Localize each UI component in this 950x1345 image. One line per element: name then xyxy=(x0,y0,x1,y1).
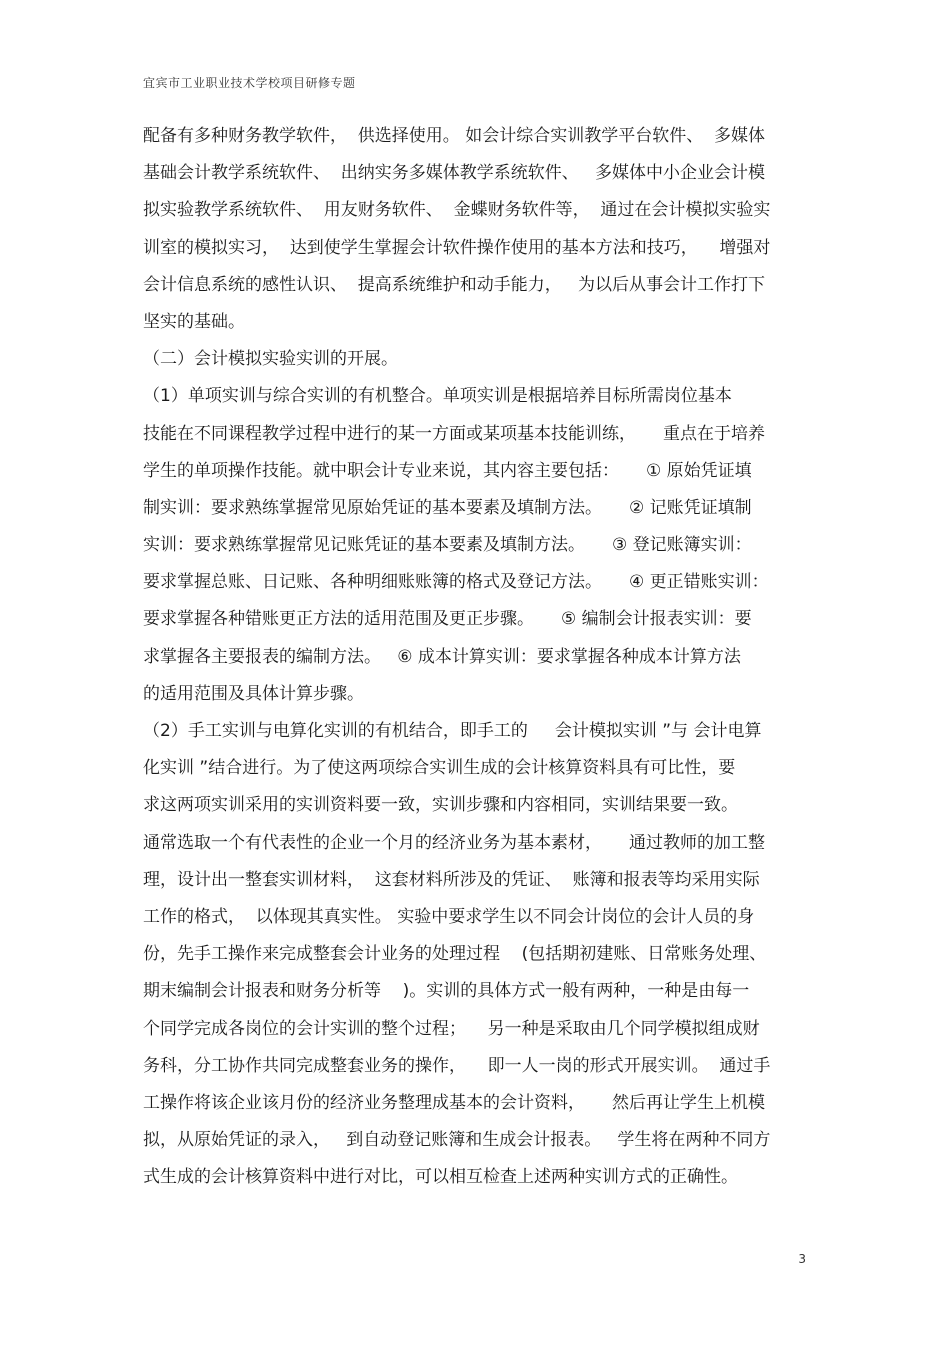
text-line: 的适用范围及具体计算步骤。 xyxy=(143,683,364,704)
text-line: 实训：要求熟练掌握常见记账凭证的基本要素及填制方法。 ③ 登记账簿实训： xyxy=(143,535,752,556)
text-line: 求这两项实训采用的实训资料要一致，实训步骤和内容相同，实训结果要一致。 xyxy=(143,795,738,816)
page-number: 3 xyxy=(798,1252,806,1266)
text-line: 通常选取一个有代表性的企业一个月的经济业务为基本素材， 通过教师的加工整 xyxy=(143,832,766,853)
text-line: 拟，从原始凭证的录入， 到自动登记账簿和生成会计报表。 学生将在两种不同方 xyxy=(143,1130,771,1151)
text-line: 求掌握各主要报表的编制方法。 ⑥ 成本计算实训：要求掌握各种成本计算方法 xyxy=(143,646,741,667)
text-line: 训室的模拟实习， 达到使学生掌握会计软件操作使用的基本方法和技巧， 增强对 xyxy=(143,237,771,258)
text-line: 工作的格式， 以体现其真实性。 实验中要求学生以不同会计岗位的会计人员的身 xyxy=(143,906,755,927)
page-header: 宜宾市工业职业技术学校项目研修专题 xyxy=(143,76,356,90)
text-line: 工操作将该企业该月份的经济业务整理成基本的会计资料， 然后再让学生上机模 xyxy=(143,1092,766,1113)
text-line: 务科，分工协作共同完成整套业务的操作， 即一人一岗的形式开展实训。 通过手 xyxy=(143,1055,771,1076)
text-line: 式生成的会计核算资料中进行对比，可以相互检查上述两种实训方式的正确性。 xyxy=(143,1167,738,1188)
text-line: 学生的单项操作技能。就中职会计专业来说，其内容主要包括： ① 原始凭证填 xyxy=(143,460,752,481)
text-line: （2）手工实训与电算化实训的有机结合，即手工的 会计模拟实训 ”与 会计电算 xyxy=(143,721,762,741)
text-line: 化实训 ”结合进行。为了使这两项综合实训生成的会计核算资料具有可比性，要 xyxy=(143,758,736,779)
document-body xyxy=(143,118,818,1196)
text-line: 基础会计教学系统软件、 出纳实务多媒体教学系统软件、 多媒体中小企业会计模 xyxy=(143,163,766,184)
text-line: 份，先手工操作来完成整套会计业务的处理过程 (包括期初建账、日常账务处理、 xyxy=(143,944,767,965)
text-line: 技能在不同课程教学过程中进行的某一方面或某项基本技能训练， 重点在于培养 xyxy=(143,423,766,444)
text-line: 要求掌握各种错账更正方法的适用范围及更正步骤。 ⑤ 编制会计报表实训：要 xyxy=(143,609,752,630)
text-line: 个同学完成各岗位的会计实训的整个过程； 另一种是采取由几个同学模拟组成财 xyxy=(143,1018,760,1039)
text-line: 理，设计出一整套实训材料， 这套材料所涉及的凭证、 账簿和报表等均采用实际 xyxy=(143,869,760,890)
text-line: （1）单项实训与综合实训的有机整合。单项实训是根据培养目标所需岗位基本 xyxy=(143,386,732,407)
text-line: 拟实验教学系统软件、 用友财务软件、 金蝶财务软件等， 通过在会计模拟实验实 xyxy=(143,200,771,221)
text-line: 坚实的基础。 xyxy=(143,311,245,332)
text-line: 制实训：要求熟练掌握常见原始凭证的基本要素及填制方法。 ② 记账凭证填制 xyxy=(143,497,752,518)
text-line: 会计信息系统的感性认识、 提高系统维护和动手能力， 为以后从事会计工作打下 xyxy=(143,274,766,295)
text-line: 配备有多种财务教学软件， 供选择使用。 如会计综合实训教学平台软件、 多媒体 xyxy=(143,126,766,146)
text-line: 期末编制会计报表和财务分析等 )。实训的具体方式一般有两种，一种是由每一 xyxy=(143,981,750,1002)
section-heading: （二）会计模拟实验实训的开展。 xyxy=(143,349,398,370)
text-line: 要求掌握总账、日记账、各种明细账账簿的格式及登记方法。 ④ 更正错账实训： xyxy=(143,572,769,593)
